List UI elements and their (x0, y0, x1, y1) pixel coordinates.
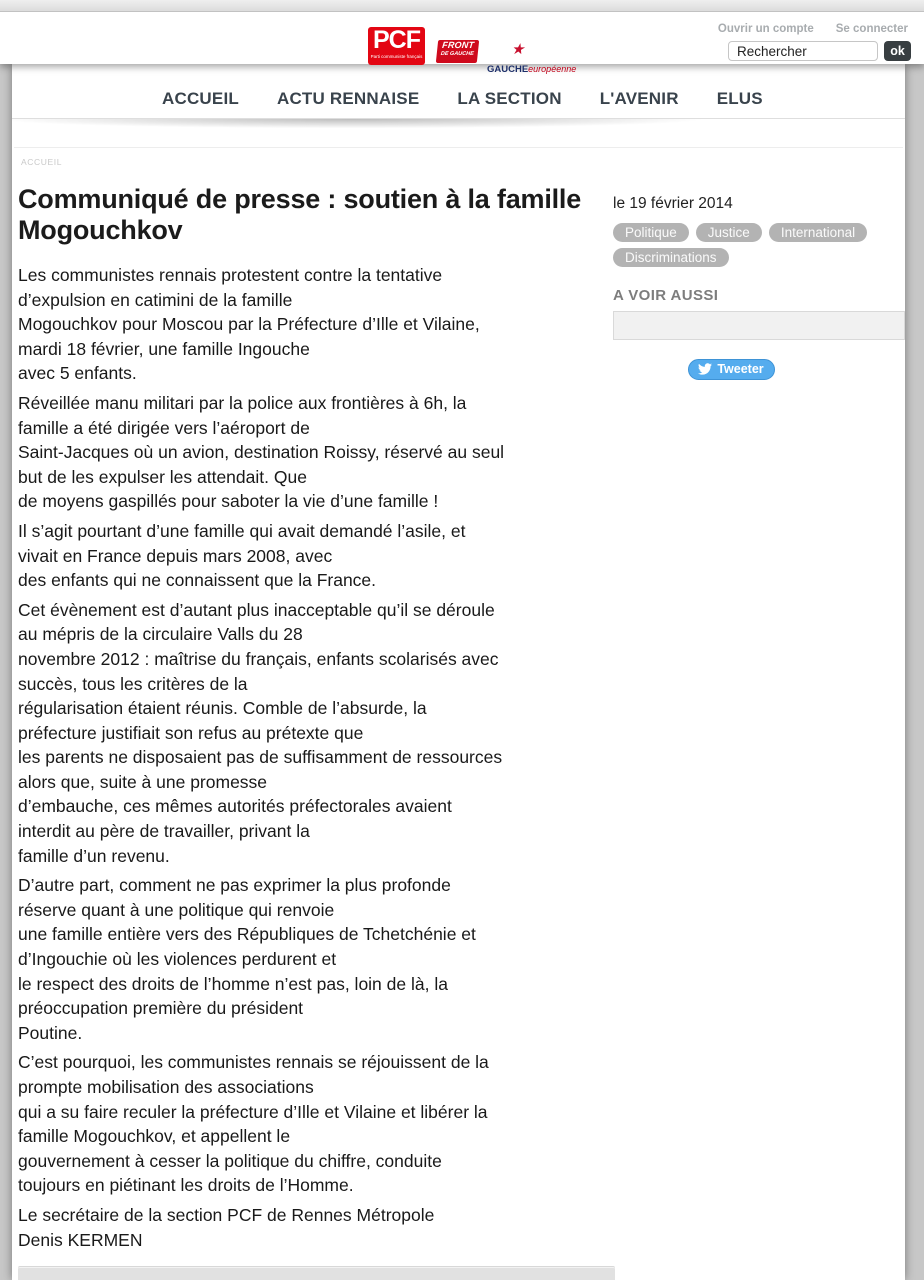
article-body (18, 263, 615, 1252)
tag-justice[interactable]: Justice (696, 223, 762, 242)
article-paragraph: Il s’agit pourtant d’une famille qui avait demandé l’asile, et vivait en France depuis mars 2008, avec des enfants qui ne connaissent que la France. (18, 520, 466, 591)
pcf-logo-subtext: Parti communiste français (370, 54, 423, 59)
ge-logo-bold: GAUCHE (487, 64, 529, 75)
tag-list (613, 223, 905, 267)
front-de-gauche-logo[interactable] (436, 40, 479, 63)
site-header (0, 12, 924, 75)
bottom-section-bar (18, 1266, 615, 1280)
tweet-button-label: Tweeter (717, 362, 764, 376)
gauche-europeenne-logo[interactable] (487, 35, 577, 73)
account-links (718, 23, 908, 35)
article-paragraph: Cet évènement est d’autant plus inacceptable qu’il se déroule au mépris de la circulaire Valls du 28 novembre 2012 : maîtrise du français, enfants scolarisés avec succès, tous les critères de la régularisation étaient réunis. Comble de l’absurde, la préfecture justifiait son refus au prétexte que les parents ne disposaient pas de suffisamment de ressources alors que, suite à une promesse d’embauche, ces mêmes autorités préfectorales avaient interdit au père de travailler, privant la famille d’un revenu. (18, 599, 503, 866)
breadcrumb (14, 147, 903, 170)
nav-item-actu-rennaise[interactable]: ACTU RENNAISE (276, 89, 420, 108)
fdg-logo-line2: DE GAUCHE (440, 51, 475, 57)
search-input[interactable] (728, 41, 878, 61)
tag-politique[interactable]: Politique (613, 223, 689, 242)
article-paragraph: Réveillée manu militari par la police aux frontières à 6h, la famille a été dirigée vers l’aéroport de Saint-Jacques où un avion, destination Roissy, réservé au seul but de les expulser les attendait. Que de moyens gaspillés pour saboter la vie d’une famille ! (18, 392, 505, 512)
sign-in-link[interactable]: Se connecter (835, 23, 908, 35)
tag-international[interactable]: International (769, 223, 867, 242)
nav-shadow (12, 119, 905, 132)
article-paragraph: C’est pourquoi, les communistes rennais se réjouissent de la prompte mobilisation des associations qui a su faire reculer la préfecture d’Ille et Vilaine et libérer la famille Mogouchkov, et appellent le gouvernement à cesser la politique du chiffre, conduite toujours en piétinant les droits de l’Homme. (18, 1052, 489, 1196)
see-also-box (613, 311, 905, 340)
article-paragraph: Le secrétaire de la section PCF de Rennes Métropole Denis KERMEN (18, 1204, 435, 1250)
main-container (12, 64, 905, 1280)
article-paragraph: D’autre part, comment ne pas exprimer la plus profonde réserve quant à une politique qui renvoie une famille entière vers des Républiques de Tchetchénie et d’Ingouchie où les violences perdurent et le respect des droits de l’homme n’est pas, loin de là, la préoccupation première du président Poutine. (18, 875, 476, 1043)
page-top-strip (0, 0, 924, 12)
fdg-logo-line1: FRONT (441, 40, 475, 50)
tag-discriminations[interactable]: Discriminations (613, 248, 729, 267)
red-star-icon: ★ (510, 41, 528, 58)
open-account-link[interactable]: Ouvrir un compte (717, 23, 814, 35)
page-title: Communiqué de presse : soutien à la famille Mogouchkov (18, 184, 582, 245)
search-ok-button[interactable]: ok (884, 41, 911, 61)
pcf-logo-text: PCF (373, 26, 420, 54)
ge-logo-italic: européenne (528, 64, 577, 74)
sidebar (613, 195, 905, 381)
twitter-bird-icon (698, 362, 712, 376)
nav-item-l-avenir[interactable]: L'AVENIR (599, 89, 679, 108)
article-paragraph: Les communistes rennais protestent contre la tentative d’expulsion en catimini de la famille Mogouchkov pour Moscou par la Préfecture d’Ille et Vilaine, mardi 18 février, une famille Ingouche avec 5 enfants. (18, 265, 480, 384)
see-also-heading: A VOIR AUSSI (613, 287, 719, 304)
main-nav (12, 64, 905, 109)
article-date: le 19 février 2014 (613, 195, 733, 212)
nav-item-accueil[interactable]: ACCUEIL (162, 89, 239, 108)
article (18, 184, 615, 1280)
nav-item-elus[interactable]: ELUS (716, 89, 763, 108)
breadcrumb-home-link[interactable]: ACCUEIL (21, 157, 63, 167)
pcf-logo[interactable] (368, 27, 425, 65)
tweet-button[interactable] (688, 359, 774, 380)
nav-item-la-section[interactable]: LA SECTION (457, 89, 562, 108)
